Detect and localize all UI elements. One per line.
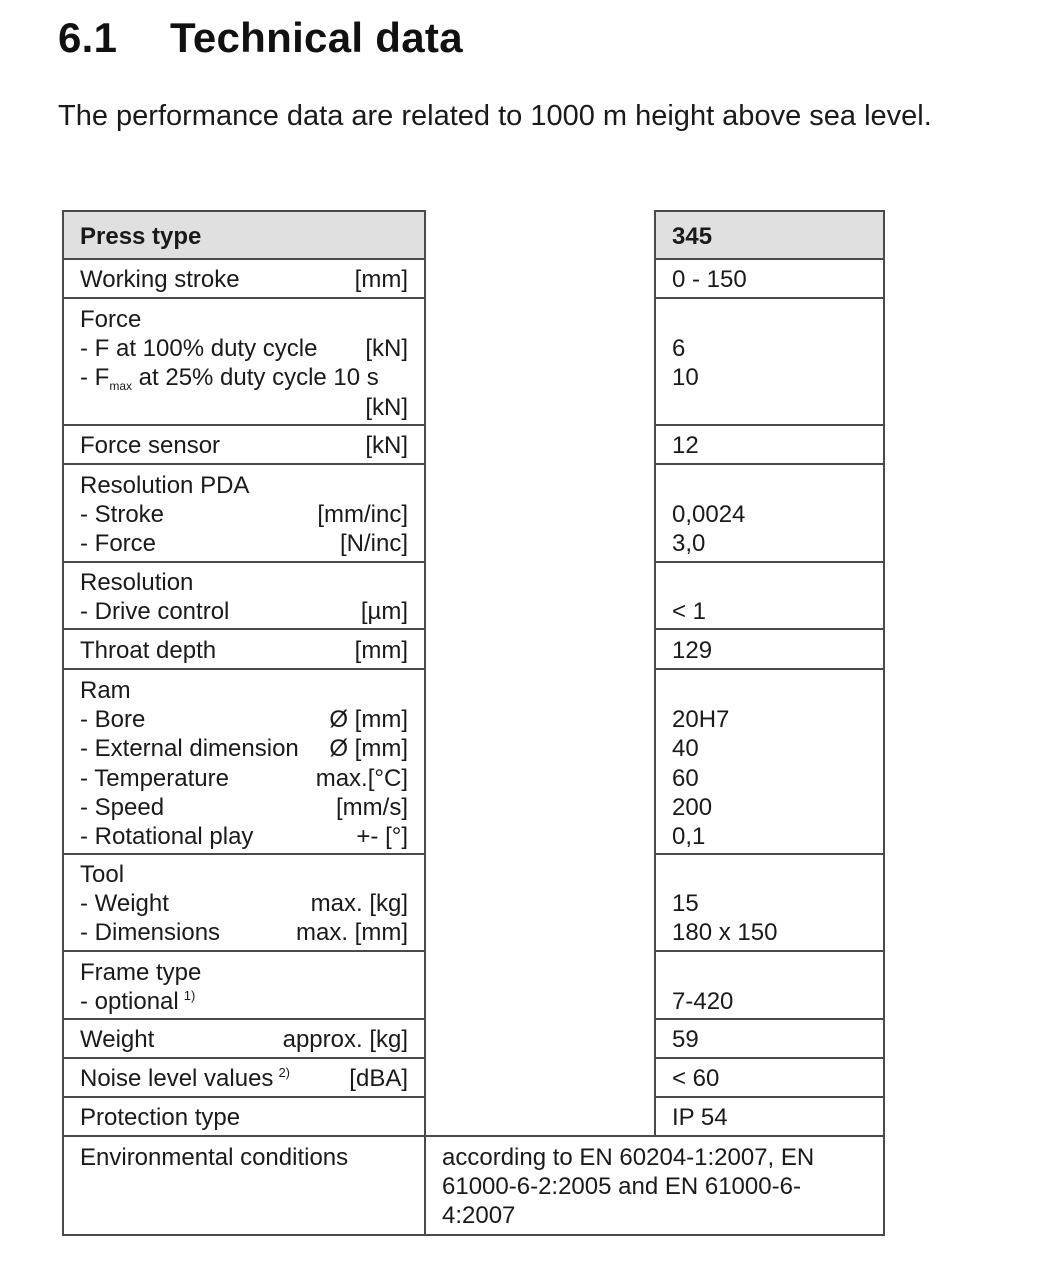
weight-unit: approx. [kg] xyxy=(282,1026,408,1053)
tool-label: Tool xyxy=(80,861,125,888)
throat-depth-label-cell xyxy=(62,628,426,670)
weight-value: 59 xyxy=(672,1026,699,1053)
tool-dim-value: 180 x 150 xyxy=(672,919,778,947)
weight-value-cell xyxy=(654,1018,885,1059)
ram-speed-unit: [mm/s] xyxy=(336,793,408,821)
noise-value: < 60 xyxy=(672,1065,720,1092)
environment-value-cell xyxy=(424,1135,885,1236)
frame-type-value-cell xyxy=(654,950,885,1020)
noise-unit: [dBA] xyxy=(349,1065,408,1092)
working-stroke-unit: [mm] xyxy=(354,266,408,293)
resolution-pda-stroke-unit: [mm/inc] xyxy=(317,501,408,529)
working-stroke-label-cell xyxy=(62,258,426,299)
resolution-drive-label: - Drive control xyxy=(80,598,230,626)
throat-depth-value-cell xyxy=(654,628,885,670)
ram-ext-value: 40 xyxy=(672,735,699,763)
resolution-drive-unit: [µm] xyxy=(360,598,408,626)
environment-line1: according to EN 60204-1:2007, EN xyxy=(442,1144,815,1171)
force-sensor-label-cell xyxy=(62,424,426,465)
resolution-pda-force-value: 3,0 xyxy=(672,530,706,558)
weight-label: Weight xyxy=(80,1026,155,1053)
force-label-cell xyxy=(62,297,426,426)
throat-depth-label: Throat depth xyxy=(80,637,217,664)
force-line2-text: at 25% duty cycle 10 s xyxy=(132,364,379,392)
force-sensor-value: 12 xyxy=(672,432,699,459)
force-line1-label: - F at 100% duty cycle xyxy=(80,335,318,363)
tool-weight-value: 15 xyxy=(672,890,699,918)
noise-label: Noise level values xyxy=(80,1065,274,1092)
force-line2-prefix: - F xyxy=(80,364,110,392)
resolution-pda-value-cell xyxy=(654,463,885,563)
noise-label-group xyxy=(80,1064,290,1093)
frame-type-optional-text: - optional xyxy=(80,988,179,1016)
press-type-label: Press type xyxy=(80,223,202,250)
throat-depth-value: 129 xyxy=(672,637,713,664)
noise-label-cell xyxy=(62,1057,426,1098)
environment-line2: 61000-6-2:2005 and EN 61000-6- xyxy=(442,1173,801,1201)
tool-dim-unit: max. [mm] xyxy=(296,919,408,947)
ram-speed-value: 200 xyxy=(672,793,713,821)
resolution-value-cell xyxy=(654,561,885,630)
protection-value: IP 54 xyxy=(672,1104,728,1131)
resolution-pda-force-unit: [N/inc] xyxy=(339,530,408,558)
noise-footnote: 2) xyxy=(278,1065,290,1080)
protection-label-cell xyxy=(62,1096,426,1137)
force-sensor-label: Force sensor xyxy=(80,432,221,459)
ram-speed-label: - Speed xyxy=(80,793,165,821)
force-line1-unit: [kN] xyxy=(365,335,408,363)
resolution-drive-value: < 1 xyxy=(672,598,707,626)
tool-weight-unit: max. [kg] xyxy=(310,890,408,918)
ram-temp-unit: max.[°C] xyxy=(315,764,408,792)
resolution-label: Resolution xyxy=(80,569,194,596)
resolution-pda-label: Resolution PDA xyxy=(80,472,250,499)
section-title: Technical data xyxy=(170,14,463,61)
ram-temp-value: 60 xyxy=(672,764,699,792)
press-type-value: 345 xyxy=(672,223,713,250)
resolution-pda-stroke-value: 0,0024 xyxy=(672,501,746,529)
ram-label: Ram xyxy=(80,677,131,704)
working-stroke-value-cell xyxy=(654,258,885,299)
noise-value-cell xyxy=(654,1057,885,1098)
resolution-pda-label-cell xyxy=(62,463,426,563)
ram-play-label: - Rotational play xyxy=(80,822,254,850)
frame-type-optional-label xyxy=(80,987,195,1016)
frame-type-label: Frame type xyxy=(80,959,202,986)
force-sensor-value-cell xyxy=(654,424,885,465)
frame-type-optional-value: 7-420 xyxy=(672,988,734,1016)
working-stroke-value: 0 - 150 xyxy=(672,266,747,293)
ram-bore-label: - Bore xyxy=(80,706,146,734)
ram-label-cell xyxy=(62,668,426,855)
header-label-cell xyxy=(62,210,426,260)
environment-line3: 4:2007 xyxy=(442,1202,516,1230)
tool-dim-label: - Dimensions xyxy=(80,919,221,947)
ram-bore-value: 20H7 xyxy=(672,706,730,734)
intro-text: The performance data are related to 1000 m height above sea level. xyxy=(58,100,932,132)
resolution-pda-stroke-label: - Stroke xyxy=(80,501,165,529)
environment-label-cell xyxy=(62,1135,426,1236)
tool-label-cell xyxy=(62,853,426,952)
weight-label-cell xyxy=(62,1018,426,1059)
frame-type-footnote: 1) xyxy=(183,988,196,1004)
protection-value-cell xyxy=(654,1096,885,1137)
force-line2-subscript: max xyxy=(109,379,132,394)
ram-play-value: 0,1 xyxy=(672,822,706,850)
ram-play-unit: +- [°] xyxy=(356,822,408,850)
force-line2-unit: [kN] xyxy=(365,393,408,421)
ram-ext-unit: Ø [mm] xyxy=(329,735,408,763)
tool-value-cell xyxy=(654,853,885,952)
resolution-pda-force-label: - Force xyxy=(80,530,157,558)
ram-bore-unit: Ø [mm] xyxy=(329,706,408,734)
force-line2-value: 10 xyxy=(672,364,699,392)
ram-value-cell xyxy=(654,668,885,855)
frame-type-label-cell xyxy=(62,950,426,1020)
header-value-cell xyxy=(654,210,885,260)
environment-label: Environmental conditions xyxy=(80,1144,349,1171)
throat-depth-unit: [mm] xyxy=(354,637,408,664)
ram-ext-label: - External dimension xyxy=(80,735,299,763)
force-label: Force xyxy=(80,306,142,333)
force-line1-value: 6 xyxy=(672,335,686,363)
force-value-cell xyxy=(654,297,885,426)
section-heading xyxy=(58,14,463,62)
section-number: 6.1 xyxy=(58,14,118,61)
resolution-label-cell xyxy=(62,561,426,630)
force-line2-label xyxy=(80,363,379,392)
tool-weight-label: - Weight xyxy=(80,890,169,918)
working-stroke-label: Working stroke xyxy=(80,266,240,293)
force-sensor-unit: [kN] xyxy=(365,432,408,459)
protection-label: Protection type xyxy=(80,1104,241,1131)
ram-temp-label: - Temperature xyxy=(80,764,229,792)
